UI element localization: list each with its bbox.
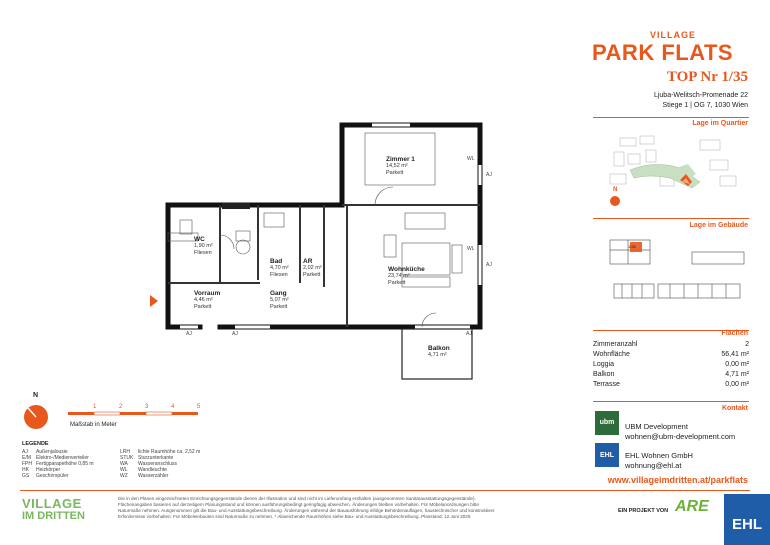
brand-park-flats: PARK FLATS: [592, 40, 734, 65]
room-bad: Bad 4,70 m² Fliesen: [270, 258, 289, 278]
mark-wl: WL: [467, 156, 475, 162]
room-ar: AR 2,02 m² Parkett: [303, 258, 322, 278]
quartier-map: [600, 130, 750, 200]
ehl-footer-logo: EHL: [724, 494, 770, 545]
room-balkon: Balkon 4,71 m²: [428, 345, 450, 358]
contact-ubm-email[interactable]: wohnen@ubm-development.com: [625, 432, 736, 441]
area-row: Wohnfläche 56,41 m²: [593, 351, 749, 358]
disclaimer-text: Die in den Plänen eingezeichneten Einrichtungsgegenstände dienen der Illustration und sind nicht im Lieferumfang enthalten (ausgenommen Sanitärausstattungsgegenstände). Flächenangaben basieren auf derzeitigem Planungsstand und können ausführungsbedingt geringfügig abweichen. Änderungen bleiben vorbehalten. Für Möbelanordnungen bitte Naturmaße nehmen. Ausgenommen gilt die Bau- und Ausstattungsbeschreibung. Änderungen während der Bauausführung infolge Behördenauflagen, haustechnischer und konstruktiver Erfordernisse vorbehalten. Für Möbeleinbauten sind Naturmaße zu nehmen. * Abweichende Raumhöhen siehe Bau- und Ausstattungsbeschreibung. Planstand: 12.Juni 2025: [118, 496, 495, 519]
scale-label: Maßstab in Meter: [70, 422, 117, 428]
village-logo: VILLAGE IM DRITTEN: [22, 496, 85, 522]
north-label-map: N: [613, 187, 618, 193]
footer-divider: [20, 490, 750, 491]
ubm-logo: ubm: [595, 411, 619, 435]
mark-aj: AJ: [486, 262, 492, 268]
section-kontakt: Kontakt: [721, 405, 748, 412]
mark-aj: AJ: [466, 331, 472, 337]
are-logo: ARE: [675, 498, 709, 515]
section-gebaeude: Lage im Gebäude: [689, 222, 748, 229]
legend-title: LEGENDE: [22, 441, 49, 447]
website-link[interactable]: www.villageimdritten.at/parkflats: [607, 475, 748, 485]
section-flaechen: Flächen: [721, 330, 748, 337]
area-row: Balkon 4,71 m²: [593, 371, 749, 378]
mark-aj: AJ: [486, 172, 492, 178]
top-number: TOP Nr 1/35: [666, 69, 748, 85]
gebaeude-plan: [598, 230, 750, 320]
brand-village: VILLAGE: [650, 30, 697, 40]
room-zimmer1: Zimmer 1 14,52 m² Parkett: [386, 156, 415, 176]
room-wc: WC 1,90 m² Fliesen: [194, 236, 213, 256]
address-line-2: Stiege 1 | OG 7, 1030 Wien: [662, 102, 748, 109]
legend-col2: LRH lichte Raumhöhe ca. 2,52 m STUK Sturzunterkante WA Wasseranschluss WL Wandleuchte WZ Wasserzähler: [120, 449, 201, 479]
section-quartier: Lage im Quartier: [692, 120, 748, 127]
legend-col1: AJ Außenjalousie E/M Elektro-/Medienverteiler FPH Fertigparapethöhe 0,85 m HK Heizkörper GS Geschirrspüler: [22, 449, 94, 479]
area-row: Terrasse 0,00 m²: [593, 381, 749, 388]
mark-aj: AJ: [186, 331, 192, 337]
scale-bar: [68, 410, 214, 420]
area-row: Loggia 0,00 m²: [593, 361, 749, 368]
room-gang: Gang 5,07 m² Parkett: [270, 290, 289, 310]
compass-icon: [22, 403, 50, 431]
ehl-logo: EHL: [595, 443, 619, 467]
north-label: N: [33, 392, 39, 399]
mark-aj: AJ: [232, 331, 238, 337]
mark-wl: WL: [467, 246, 475, 252]
contact-ehl-email[interactable]: wohnung@ehl.at: [625, 461, 682, 470]
projekt-von-label: EIN PROJEKT VON: [618, 508, 669, 514]
contact-ubm-name: UBM Development: [625, 422, 688, 431]
contact-ehl-name: EHL Wohnen GmbH: [625, 451, 693, 460]
compass-small-icon: [610, 196, 620, 206]
area-row: Zimmeranzahl 2: [593, 341, 749, 348]
address-line-1: Ljuba-Welitsch-Promenade 22: [653, 92, 748, 99]
svg-text:1/35: 1/35: [628, 244, 636, 249]
room-wohnkueche: Wohnküche 23,74 m² Parkett: [388, 266, 425, 286]
room-vorraum: Vorraum 4,46 m² Parkett: [194, 290, 221, 310]
